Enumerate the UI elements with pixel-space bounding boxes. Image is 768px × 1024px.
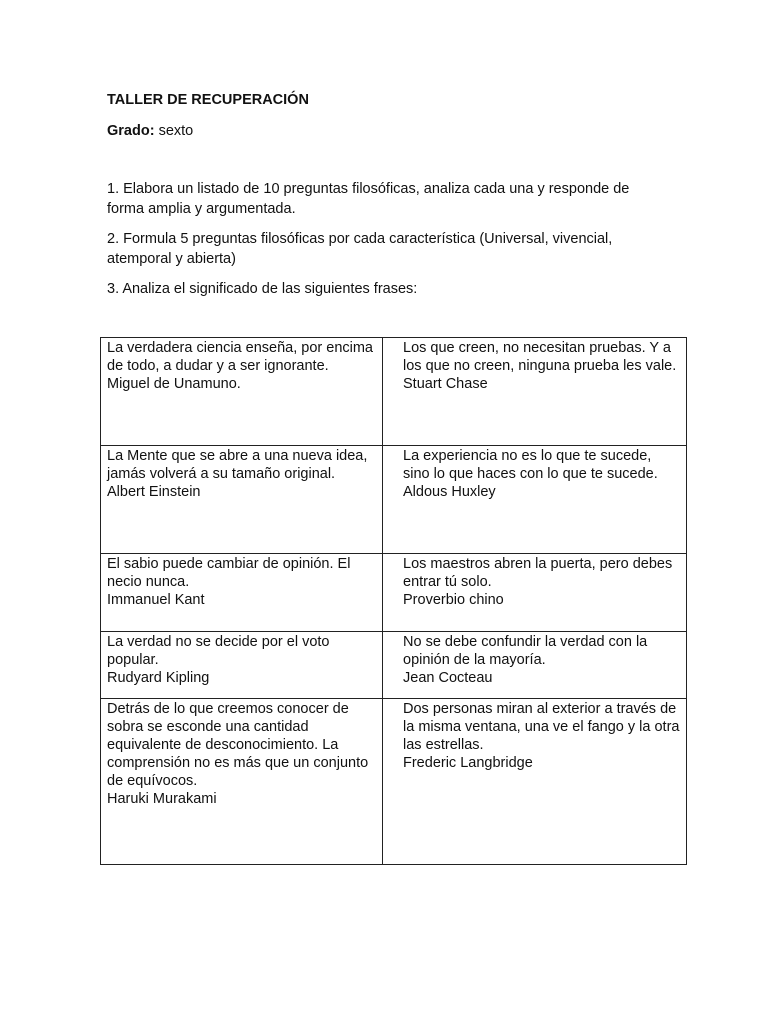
quote-text: El sabio puede cambiar de opinión. El necio nunca. [107, 556, 351, 590]
quote-author: Albert Einstein [107, 484, 201, 500]
instruction-2: 2. Formula 5 preguntas filosóficas por cada característica (Universal, vivencial, atemporal y abierta) [107, 231, 613, 267]
quote-cell [101, 446, 383, 554]
quote-author: Haruki Murakami [107, 791, 217, 807]
quote-cell [383, 554, 687, 632]
quote-author: Aldous Huxley [403, 484, 496, 500]
table-row [101, 338, 687, 446]
table-row [101, 632, 687, 699]
table-row [101, 446, 687, 554]
grade-line [107, 122, 193, 140]
quote-cell [383, 699, 687, 865]
quote-author: Immanuel Kant [107, 592, 205, 608]
instruction-3: 3. Analiza el significado de las siguientes frases: [107, 281, 418, 297]
quote-author: Stuart Chase [403, 376, 488, 392]
quote-cell [383, 446, 687, 554]
quote-author: Rudyard Kipling [107, 670, 210, 686]
quote-text: Los que creen, no necesitan pruebas. Y a los que no creen, ninguna prueba les vale. [403, 340, 677, 374]
table-row [101, 699, 687, 865]
quote-text: La verdad no se decide por el voto popular. [107, 634, 330, 668]
quote-text: Dos personas miran al exterior a través de la misma ventana, una ve el fango y la otra las estrellas. [403, 701, 680, 753]
quote-cell [383, 338, 687, 446]
quote-cell [101, 699, 383, 865]
quote-cell [101, 338, 383, 446]
quote-text: No se debe confundir la verdad con la opinión de la mayoría. [403, 634, 648, 668]
quote-author: Proverbio chino [403, 592, 504, 608]
table-row [101, 554, 687, 632]
quote-cell [101, 554, 383, 632]
quote-text: La experiencia no es lo que te sucede, sino lo que haces con lo que te sucede. [403, 448, 658, 482]
quote-author: Jean Cocteau [403, 670, 493, 686]
quote-text: La verdadera ciencia enseña, por encima de todo, a dudar y a ser ignorante. [107, 340, 373, 374]
quotes-table [100, 337, 687, 865]
quote-cell [101, 632, 383, 699]
quote-text: Los maestros abren la puerta, pero debes entrar tú solo. [403, 556, 673, 590]
quote-text: Detrás de lo que creemos conocer de sobra se esconde una cantidad equivalente de desconocimiento. La comprensión no es más que un conjunto de equívocos. [107, 701, 369, 789]
grade-value: sexto [158, 123, 194, 139]
grade-label: Grado: [107, 123, 155, 139]
quote-cell [383, 632, 687, 699]
instruction-1: 1. Elabora un listado de 10 preguntas filosóficas, analiza cada una y responde de forma amplia y argumentada. [107, 181, 630, 217]
document-title: TALLER DE RECUPERACIÓN [107, 92, 309, 108]
quote-text: La Mente que se abre a una nueva idea, jamás volverá a su tamaño original. [107, 448, 368, 482]
quote-author: Miguel de Unamuno. [107, 376, 241, 392]
quote-author: Frederic Langbridge [403, 755, 533, 771]
